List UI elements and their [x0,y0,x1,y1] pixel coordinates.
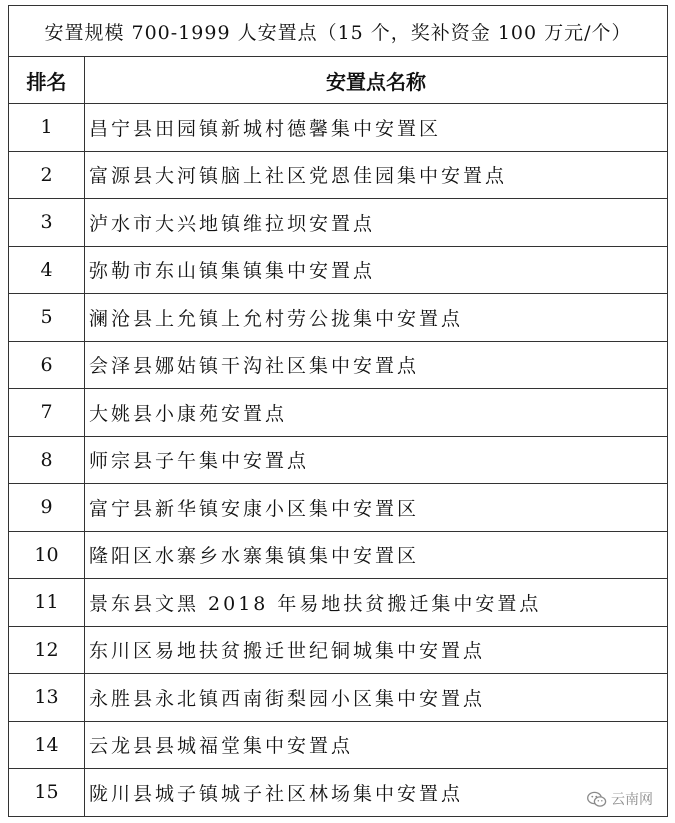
rank-cell: 14 [9,721,85,769]
site-name-cell: 泸水市大兴地镇维拉坝安置点 [85,199,668,247]
site-name-cell: 富宁县新华镇安康小区集中安置区 [85,484,668,532]
rank-cell: 15 [9,769,85,817]
site-name-cell: 师宗县子午集中安置点 [85,436,668,484]
site-name-cell: 澜沧县上允镇上允村劳公拢集中安置点 [85,294,668,342]
table-row [9,579,668,627]
site-name-cell: 富源县大河镇脑上社区党恩佳园集中安置点 [85,151,668,199]
rank-cell: 7 [9,389,85,437]
header-rank: 排名 [9,57,85,104]
rank-cell: 1 [9,104,85,152]
header-name: 安置点名称 [85,57,668,104]
table-title: 安置规模 700-1999 人安置点（15 个，奖补资金 100 万元/个） [9,6,668,57]
table-row [9,389,668,437]
site-name-cell: 隆阳区水寨乡水寨集镇集中安置区 [85,531,668,579]
rank-cell: 9 [9,484,85,532]
rank-cell: 6 [9,341,85,389]
rank-cell: 10 [9,531,85,579]
table-row [9,484,668,532]
table-row [9,674,668,722]
rank-cell: 2 [9,151,85,199]
site-name-cell: 陇川县城子镇城子社区林场集中安置点 [85,769,668,817]
rank-cell: 13 [9,674,85,722]
rank-cell: 11 [9,579,85,627]
table-body [9,6,668,817]
table-row [9,626,668,674]
watermark-text: 云南网 [611,792,653,808]
table-row [9,246,668,294]
table-row [9,531,668,579]
resettlement-table [8,5,668,817]
table-row [9,436,668,484]
site-name-cell: 昌宁县田园镇新城村德馨集中安置区 [85,104,668,152]
header-row [9,57,668,104]
table-row [9,341,668,389]
table-row [9,104,668,152]
site-name-cell: 东川区易地扶贫搬迁世纪铜城集中安置点 [85,626,668,674]
rank-cell: 4 [9,246,85,294]
rank-cell: 12 [9,626,85,674]
watermark [587,789,653,809]
site-name-cell: 弥勒市东山镇集镇集中安置点 [85,246,668,294]
table-row [9,721,668,769]
site-name-cell: 大姚县小康苑安置点 [85,389,668,437]
rank-cell: 8 [9,436,85,484]
rank-cell: 5 [9,294,85,342]
table-row [9,294,668,342]
site-name-cell: 云龙县县城福堂集中安置点 [85,721,668,769]
rank-cell: 3 [9,199,85,247]
site-name-cell: 景东县文黑 2018 年易地扶贫搬迁集中安置点 [85,579,668,627]
table-row [9,151,668,199]
table-row [9,769,668,817]
site-name-cell: 永胜县永北镇西南街梨园小区集中安置点 [85,674,668,722]
table-row [9,199,668,247]
wechat-icon [587,791,607,808]
site-name-cell: 会泽县娜姑镇干沟社区集中安置点 [85,341,668,389]
title-row [9,6,668,57]
